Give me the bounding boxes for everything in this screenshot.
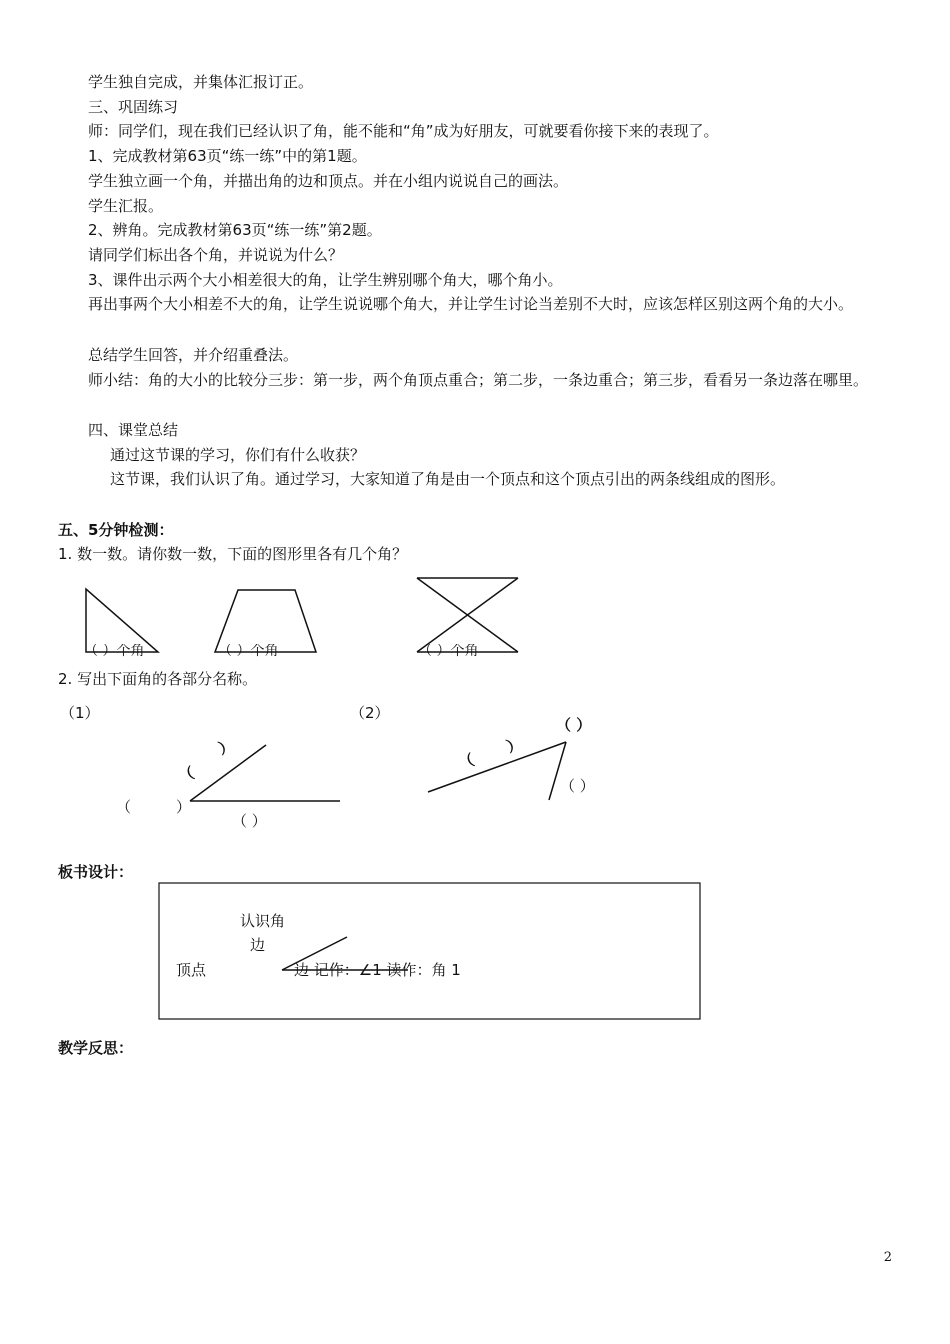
quiz-question-2: 2. 写出下面角的各部分名称。 xyxy=(58,670,258,688)
lesson-line: 2、辨角。完成教材第63页“练一练”第2题。 xyxy=(88,221,382,239)
bracket-left: （ xyxy=(176,763,197,787)
board-vertex-label: 顶点 xyxy=(176,961,207,979)
lesson-line: 请同学们标出各个角，并说说为什么？ xyxy=(88,246,344,264)
count-blank: （ ）个角 xyxy=(418,644,479,659)
lesson-line: 学生汇报。 xyxy=(88,197,164,215)
board-notation: 边 记作：∠1 读作：角 1 xyxy=(294,961,461,979)
bracket-right: ） xyxy=(216,735,237,759)
section-heading-consolidation: 三、巩固练习 xyxy=(88,98,179,116)
count-blank: （ ）个角 xyxy=(84,644,145,659)
side-blank: （ ） xyxy=(232,812,267,830)
section-heading-quiz: 五、5分钟检测： xyxy=(58,521,174,539)
lesson-line: 3、课件出示两个大小相差很大的角，让学生辨别哪个角大，哪个角小。 xyxy=(88,271,563,289)
angle-figure-1 xyxy=(190,745,340,801)
angle-figure-2 xyxy=(428,742,566,800)
quiz-question-1: 1. 数一数。请你数一数，下面的图形里各有几个角？ xyxy=(58,545,408,563)
summary-answer: 这节课，我们认识了角。通过学习，大家知道了角是由一个顶点和这个顶点引出的两条线组成的图形。 xyxy=(110,470,786,488)
page-number: 2 xyxy=(883,1250,892,1265)
summary-line: 总结学生回答，并介绍重叠法。 xyxy=(88,346,299,364)
blank-clip-1 xyxy=(84,644,194,659)
triangle-shape xyxy=(86,589,158,652)
vertex-blank-open: （ xyxy=(116,798,132,816)
bracket-right: ） xyxy=(504,733,525,757)
bracket-left: （ xyxy=(456,750,477,774)
compare-paragraph: 再出事两个大小相差不大的角，让学生说说哪个角大，并让学生讨论当差别不大时，应该怎样区别这两个角的大小。 xyxy=(88,295,854,313)
side-blank-2: （ ） xyxy=(560,777,595,795)
board-title: 认识角 xyxy=(240,912,286,930)
lesson-line: 师：同学们，现在我们已经认识了角，能不能和“角”成为好朋友，可就要看你接下来的表现了。 xyxy=(88,122,719,140)
vertex-blank-close: ） xyxy=(176,798,192,816)
trapezoid-shape xyxy=(215,590,316,652)
count-blank: （ ）个角 xyxy=(218,644,279,659)
figure-label-1: （1） xyxy=(60,704,100,722)
blank-clip-3 xyxy=(418,644,528,659)
section-heading-summary: 四、课堂总结 xyxy=(88,421,179,439)
lesson-line: 学生独自完成，并集体汇报订正。 xyxy=(88,73,314,91)
board-heading: 板书设计： xyxy=(58,863,134,881)
lesson-line: 学生独立画一个角，并描出角的边和顶点。并在小组内说说自己的画法。 xyxy=(88,172,569,190)
vertex-blank-2: （ ） xyxy=(556,716,592,734)
figure-label-2: （2） xyxy=(350,704,390,722)
lesson-line: 1、完成教材第63页“练一练”中的第1题。 xyxy=(88,147,367,165)
hourglass-shape xyxy=(417,578,518,652)
summary-question: 通过这节课的学习，你们有什么收获？ xyxy=(110,446,366,464)
reflection-heading: 教学反思： xyxy=(58,1039,134,1057)
blank-clip-2 xyxy=(218,644,328,659)
board-side-label: 边 xyxy=(250,936,266,954)
teacher-summary-paragraph: 师小结：角的大小的比较分三步：第一步，两个角顶点重合；第二步，一条边重合；第三步，看看另一条边落在哪里。 xyxy=(88,371,869,389)
board-frame xyxy=(159,883,700,1019)
